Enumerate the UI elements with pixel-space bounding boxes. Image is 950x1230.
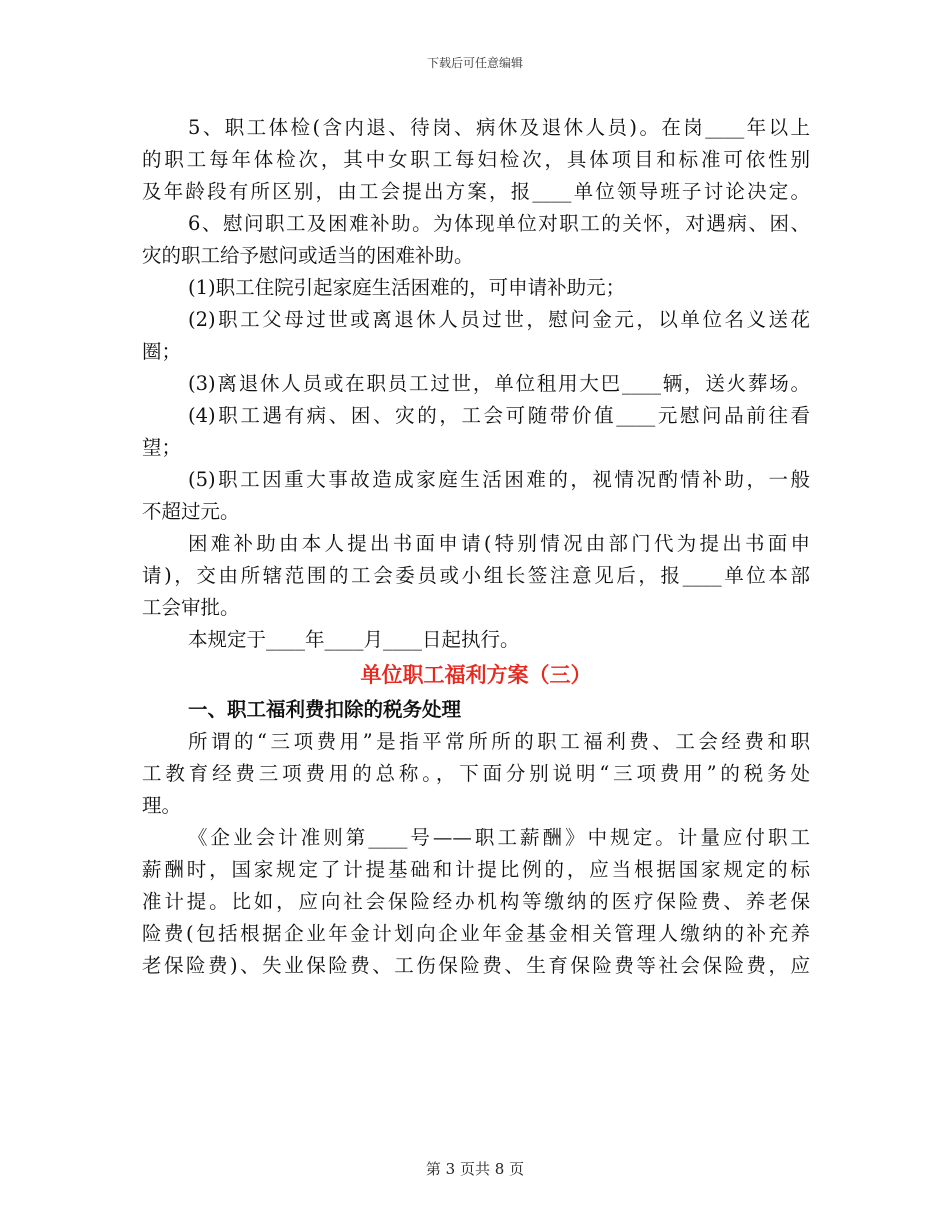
document-body bbox=[142, 112, 810, 982]
text-line: 望； bbox=[142, 436, 182, 459]
text-line: (5)职工因重大事故造成家庭生活困难的，视情况酌情补助，一般 bbox=[188, 468, 810, 491]
text-line: 《企业会计准则第____号——职工薪酬》中规定。计量应付职工 bbox=[188, 826, 810, 849]
text-line: 圈； bbox=[142, 340, 182, 363]
page-header: 下载后可任意编辑 bbox=[426, 56, 523, 70]
text-line: 所谓的“三项费用”是指平常所所的职工福利费、工会经费和职 bbox=[188, 730, 810, 753]
text-line: 工教育经费三项费用的总称。，下面分别说明“三项费用”的税务处 bbox=[142, 762, 810, 785]
text-line: 灾的职工给予慰问或适当的困难补助。 bbox=[142, 244, 474, 267]
text-line: 困难补助由本人提出书面申请(特别情况由部门代为提出书面申 bbox=[188, 532, 810, 555]
text-line: (1)职工住院引起家庭生活困难的，可申请补助元； bbox=[188, 276, 626, 299]
text-line: 5、职工体检(含内退、待岗、病休及退休人员)。在岗____年以上 bbox=[188, 116, 810, 139]
text-line: 险费(包括根据企业年金计划向企业年金基金相关管理人缴纳的补充养 bbox=[142, 922, 810, 945]
text-line: 及年龄段有所区别，由工会提出方案，报____单位领导班子讨论决定。 bbox=[142, 180, 810, 203]
page-footer: 第 3 页共 8 页 bbox=[425, 1160, 525, 1178]
text-line: 不超过元。 bbox=[142, 500, 240, 523]
section-heading: 一、职工福利费扣除的税务处理 bbox=[188, 698, 462, 721]
text-line: 6、慰问职工及困难补助。为体现单位对职工的关怀，对遇病、困、 bbox=[188, 212, 810, 235]
text-line: 本规定于____年____月____日起执行。 bbox=[188, 628, 520, 651]
tax-treatment-section bbox=[142, 694, 810, 982]
text-line: (3)离退休人员或在职员工过世，单位租用大巴____辆，送火葬场。 bbox=[188, 372, 810, 395]
text-line: 工会审批。 bbox=[142, 596, 240, 619]
text-line: 薪酬时，国家规定了计提基础和计提比例的，应当根据国家规定的标 bbox=[142, 858, 810, 881]
text-line: 准计提。比如，应向社会保险经办机构等缴纳的医疗保险费、养老保 bbox=[142, 890, 810, 913]
text-line: (2)职工父母过世或离退休人员过世，慰问金元，以单位名义送花 bbox=[188, 308, 810, 331]
text-line: 的职工每年体检次，其中女职工每妇检次，具体项目和标准可依性别 bbox=[142, 148, 810, 171]
text-line: 老保险费)、失业保险费、工伤保险费、生育保险费等社会保险费，应 bbox=[142, 954, 810, 977]
section-title: 单位职工福利方案（三） bbox=[360, 662, 592, 687]
text-line: (4)职工遇有病、困、灾的，工会可随带价值____元慰问品前往看 bbox=[188, 404, 810, 427]
text-line: 理。 bbox=[142, 794, 182, 817]
welfare-rules-section bbox=[142, 112, 810, 656]
text-line: 请)，交由所辖范围的工会委员或小组长签注意见后，报____单位本部 bbox=[142, 564, 810, 587]
